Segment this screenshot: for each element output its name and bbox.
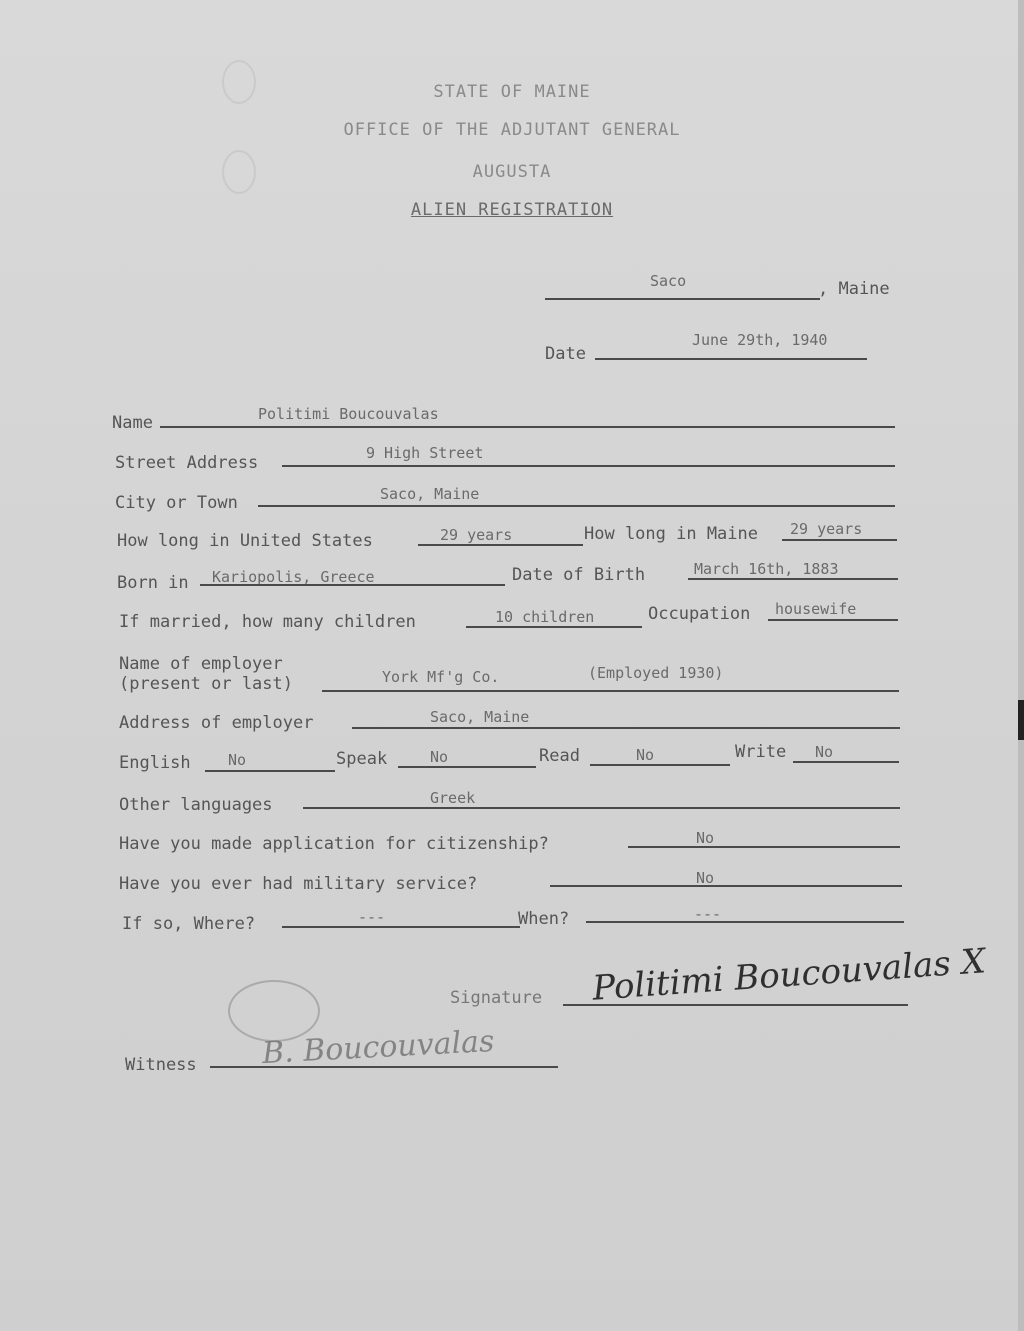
witness-label: Witness: [125, 1055, 197, 1075]
employer-address-value: Saco, Maine: [430, 708, 530, 726]
occupation-label: Occupation: [648, 604, 751, 624]
write-line: [793, 761, 899, 763]
read-value: No: [636, 746, 655, 764]
city-label: City or Town: [115, 493, 238, 513]
dob-label: Date of Birth: [512, 565, 646, 585]
date-value: June 29th, 1940: [692, 331, 828, 349]
when-value: ---: [694, 905, 722, 923]
street-label: Street Address: [115, 453, 259, 473]
military-label: Have you ever had military service?: [119, 874, 478, 894]
where-label: If so, Where?: [122, 914, 256, 934]
signature-label: Signature: [450, 988, 543, 1008]
speak-value: No: [430, 748, 449, 766]
children-label: If married, how many children: [119, 612, 416, 632]
date-label: Date: [545, 344, 586, 364]
read-label: Read: [539, 746, 580, 766]
employer-address-label: Address of employer: [119, 713, 314, 733]
english-value: No: [228, 751, 247, 769]
maine-years-value: 29 years: [790, 520, 863, 538]
english-line: [205, 770, 335, 772]
employer-value: York Mf'g Co.: [382, 668, 500, 686]
write-value: No: [815, 743, 834, 761]
when-line: [586, 921, 904, 923]
us-years-value: 29 years: [440, 526, 513, 544]
military-value: No: [696, 869, 715, 887]
maine-years-label: How long in Maine: [584, 524, 758, 544]
us-years-label: How long in United States: [117, 531, 373, 551]
employer-label-1: Name of employer: [119, 654, 283, 674]
form-title: ALIEN REGISTRATION: [410, 200, 614, 220]
write-label: Write: [735, 742, 787, 762]
witness-handwriting: B. Boucouvalas: [261, 1023, 496, 1072]
born-line: [200, 584, 505, 586]
born-label: Born in: [117, 573, 189, 593]
occupation-value: housewife: [775, 600, 857, 618]
employer-line: [322, 690, 899, 692]
date-line: [595, 358, 867, 360]
citizenship-label: Have you made application for citizenship?: [119, 834, 549, 854]
military-line: [550, 885, 902, 887]
citizenship-line: [628, 846, 900, 848]
speak-label: Speak: [336, 749, 388, 769]
other-languages-line: [303, 807, 900, 809]
where-line: [282, 926, 520, 928]
header-office: OFFICE OF THE ADJUTANT GENERAL: [343, 120, 681, 140]
speak-line: [398, 766, 536, 768]
employer-note: (Employed 1930): [588, 664, 724, 682]
children-value: 10 children: [495, 608, 595, 626]
scan-edge-mark: [1018, 700, 1024, 740]
street-value: 9 High Street: [366, 444, 484, 462]
read-line: [590, 764, 730, 766]
city-line: [258, 505, 895, 507]
other-languages-value: Greek: [430, 789, 476, 807]
header-state: STATE OF MAINE: [433, 82, 591, 102]
when-label: When?: [518, 909, 570, 929]
employer-label-2: (present or last): [119, 674, 293, 694]
other-languages-label: Other languages: [119, 795, 273, 815]
dob-value: March 16th, 1883: [694, 560, 839, 578]
header-city: AUGUSTA: [472, 162, 552, 182]
witness-flourish: [228, 980, 320, 1042]
maine-years-line: [782, 539, 897, 541]
name-label: Name: [112, 413, 153, 433]
dob-line: [688, 578, 898, 580]
place-line: [545, 298, 820, 300]
signature-handwriting: Politimi Boucouvalas X: [591, 941, 987, 1009]
occupation-line: [768, 619, 898, 621]
citizenship-value: No: [696, 829, 715, 847]
born-value: Kariopolis, Greece: [212, 568, 375, 586]
us-years-line: [418, 544, 583, 546]
where-value: ---: [358, 908, 386, 926]
name-line: [160, 426, 895, 428]
children-line: [466, 626, 642, 628]
employer-address-line: [352, 727, 900, 729]
place-value: Saco: [650, 272, 687, 290]
city-value: Saco, Maine: [380, 485, 480, 503]
english-label: English: [119, 753, 191, 773]
place-suffix: , Maine: [818, 279, 890, 299]
name-value: Politimi Boucouvalas: [258, 405, 439, 423]
street-line: [282, 465, 895, 467]
